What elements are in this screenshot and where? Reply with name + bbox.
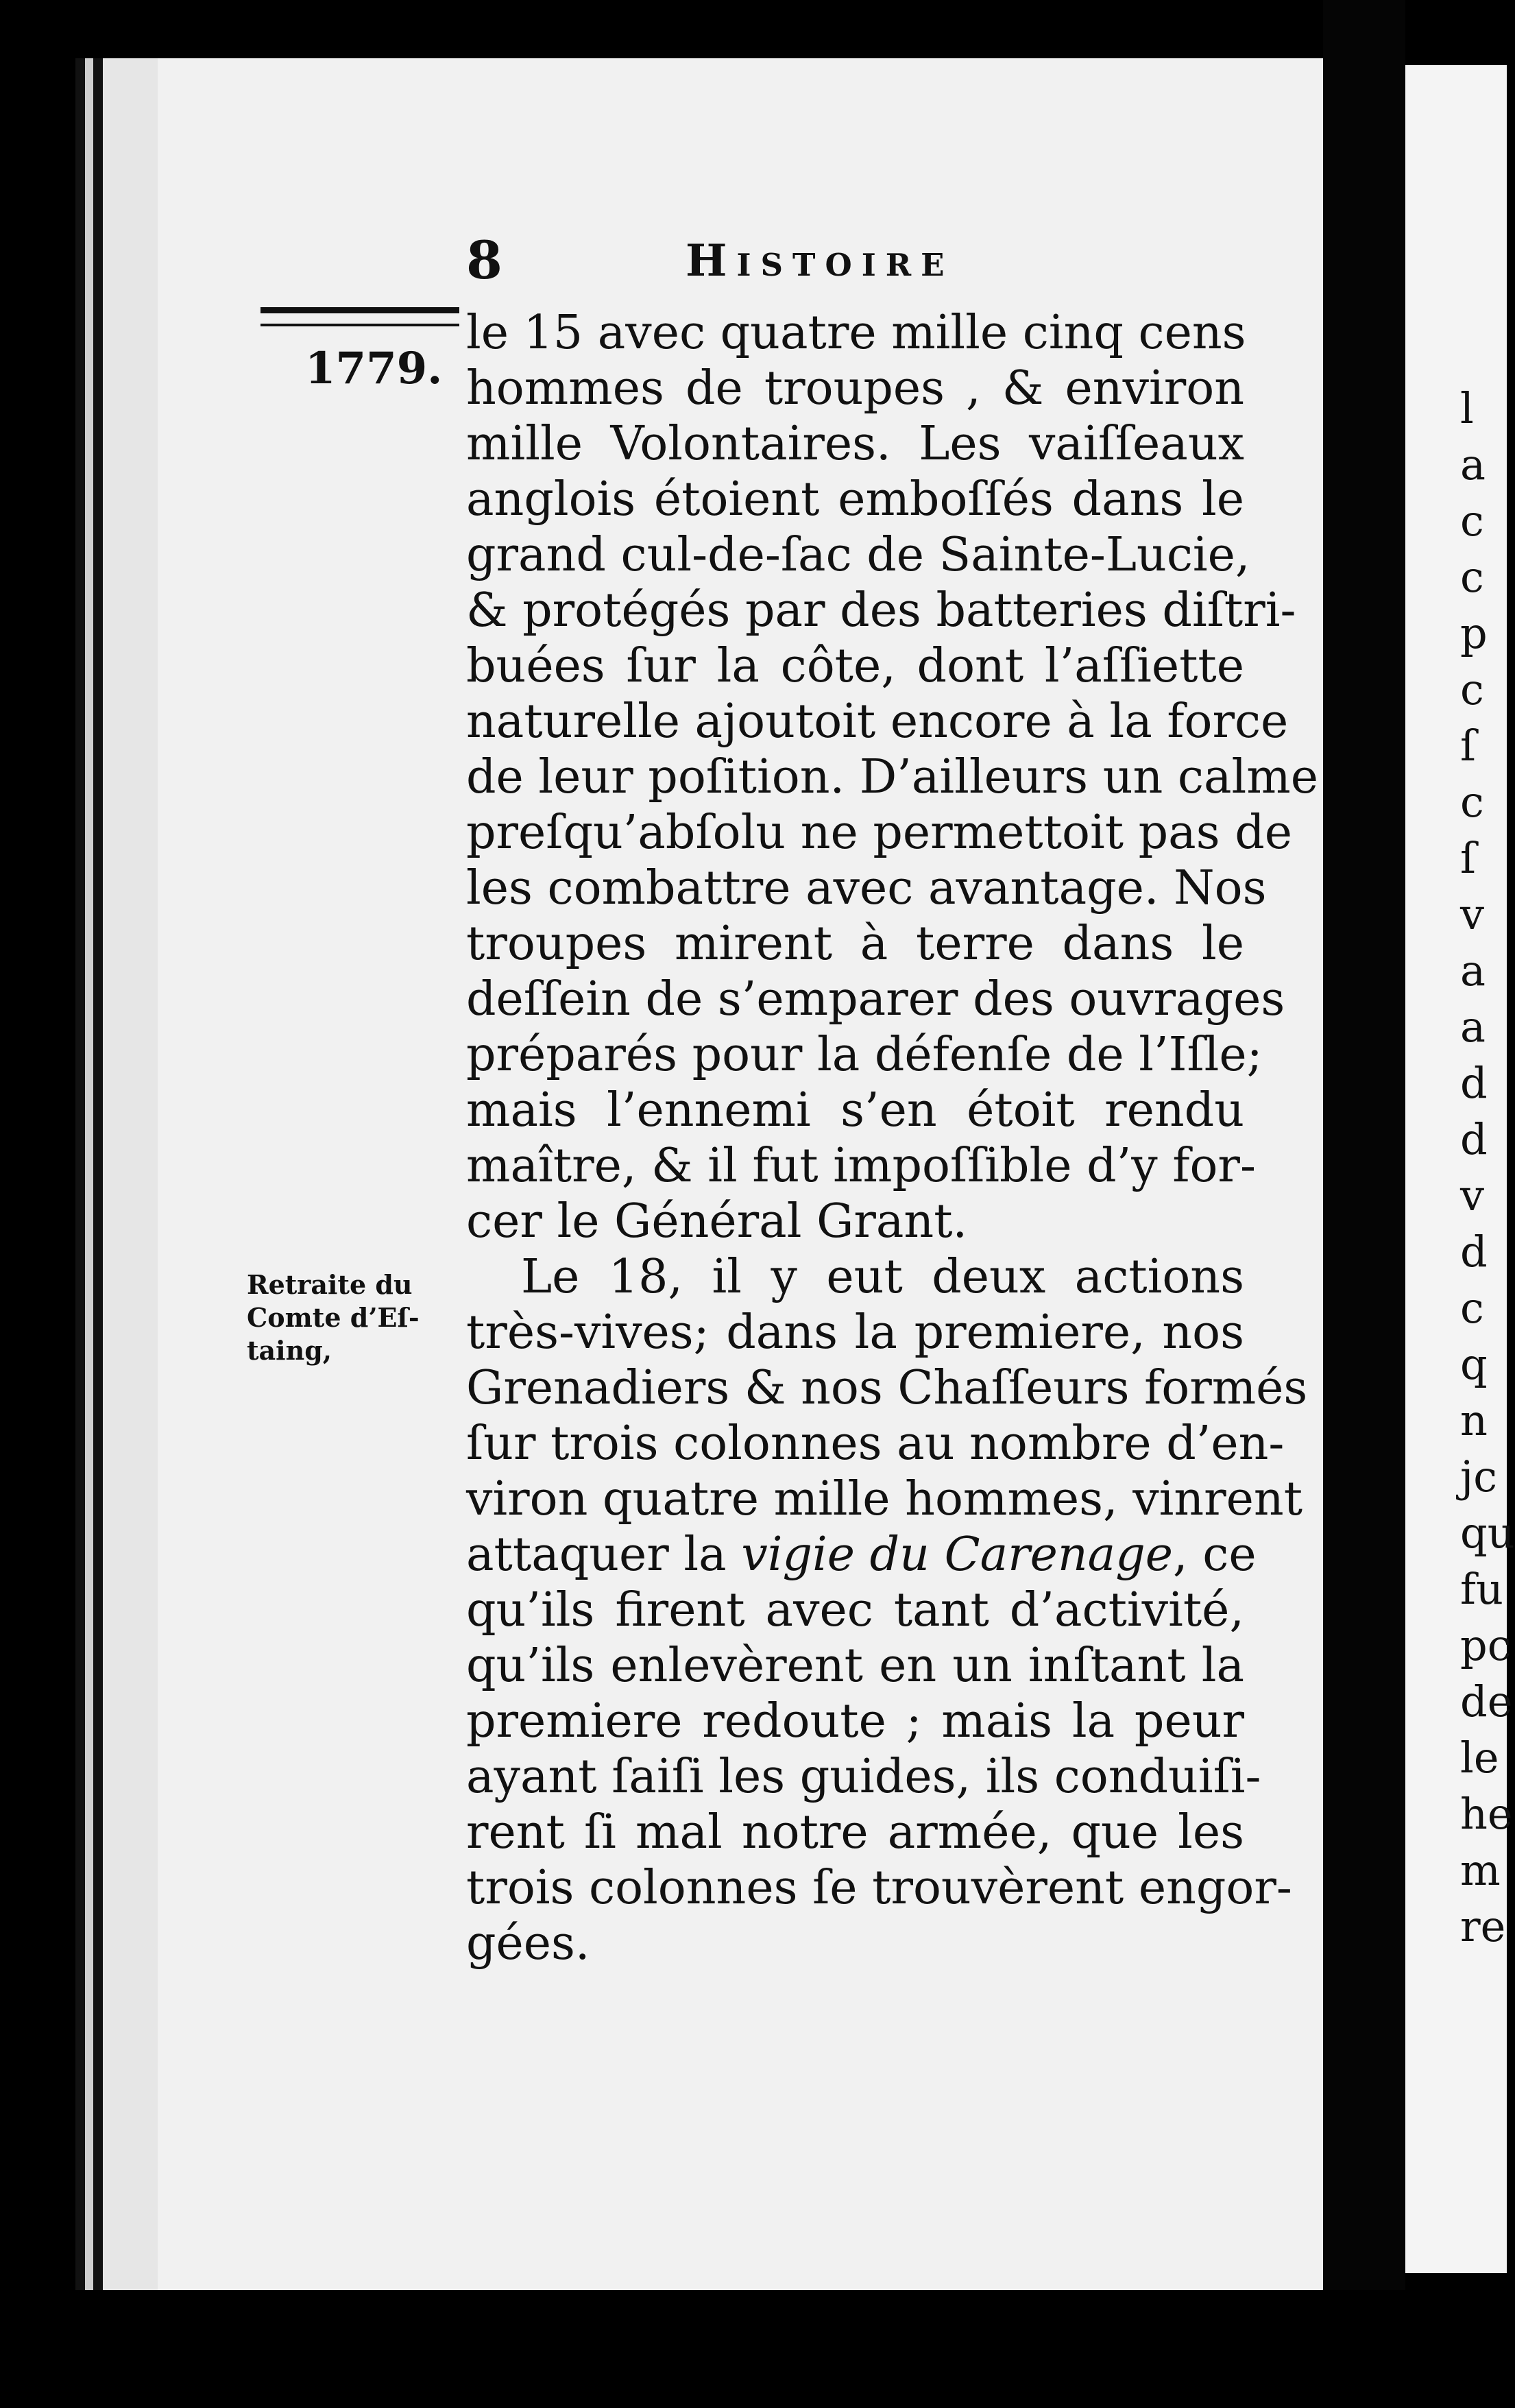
text-line: maître, & il fut impoſſible d’y for- <box>466 1139 1256 1193</box>
facing-page-line: c <box>1460 777 1484 827</box>
facing-page-line: jc <box>1460 1452 1497 1502</box>
sidenote-line: taing, <box>247 1335 332 1366</box>
facing-page-line: fu <box>1460 1564 1503 1614</box>
facing-page-line: v <box>1460 889 1485 939</box>
facing-page-line: m <box>1460 1845 1501 1895</box>
scan-background <box>0 2290 1507 2408</box>
text-line-italic <box>466 1527 1257 1582</box>
facing-page-line: c <box>1460 552 1484 602</box>
book-spine <box>1323 0 1405 2408</box>
text-run: , ce <box>1173 1528 1257 1582</box>
sidenote-line: Comte d’Eſ- <box>247 1302 420 1333</box>
facing-page-line: l <box>1460 383 1474 433</box>
margin-year: 1779. <box>305 343 443 394</box>
facing-page-line: re <box>1460 1901 1506 1951</box>
text-line: gées. <box>466 1916 590 1971</box>
facing-page-line: c <box>1460 1283 1484 1333</box>
text-line: trois colonnes ſe trouvèrent engor- <box>466 1861 1292 1915</box>
facing-page-line: c <box>1460 664 1484 714</box>
facing-page-line: a <box>1460 1002 1486 1052</box>
facing-page-line: d <box>1460 1227 1488 1277</box>
margin-rule <box>260 307 459 326</box>
text-line: de leur poſition. D’ailleurs un calme <box>466 750 1318 804</box>
text-line: buées ſur la côte, dont l’aſſiette <box>466 639 1244 693</box>
text-line: deſſein de s’emparer des ouvrages <box>466 972 1285 1026</box>
facing-page-line: n <box>1460 1395 1488 1445</box>
text-line: & protégés par des batteries diſtri- <box>466 583 1296 638</box>
text-line: premiere redoute ; mais la peur <box>466 1694 1244 1748</box>
facing-page-line: le <box>1460 1733 1499 1783</box>
text-line: qu’ils firent avec tant d’activité, <box>466 1583 1244 1637</box>
text-line: cer le Général Grant. <box>466 1194 968 1249</box>
text-line: Le 18, il y eut deux actions <box>521 1250 1244 1304</box>
text-line: le 15 avec quatre mille cinq cens <box>466 306 1246 360</box>
text-line: Grenadiers & nos Chaſſeurs formés <box>466 1361 1308 1415</box>
text-line: rent ſi mal notre armée, que les <box>466 1805 1244 1859</box>
text-line: ſur trois colonnes au nombre d’en- <box>466 1417 1285 1471</box>
running-head <box>466 230 1255 291</box>
text-line: très-vives; dans la premiere, nos <box>466 1305 1244 1360</box>
text-line: anglois étoient emboſſés dans le <box>466 472 1244 527</box>
facing-page-line: a <box>1460 440 1486 490</box>
margin-sidenote <box>247 1268 452 1367</box>
facing-page-line: d <box>1460 1058 1488 1108</box>
page-number: 8 <box>466 230 502 291</box>
running-title: Histoire <box>686 235 954 287</box>
text-line: naturelle ajoutoit encore à la force <box>466 695 1289 749</box>
page-left-edge <box>75 58 158 2290</box>
italic-place-name: vigie du Carenage <box>741 1528 1173 1582</box>
text-line: les combattre avec avantage. Nos <box>466 861 1267 915</box>
facing-page-line: pc <box>1460 1620 1512 1670</box>
facing-page-line: ſ <box>1460 721 1476 771</box>
facing-page-line: he <box>1460 1789 1513 1839</box>
text-line: ayant ſaiſi les guides, ils conduiſi- <box>466 1750 1261 1804</box>
text-run: attaquer la <box>466 1528 742 1582</box>
facing-page-line: p <box>1460 608 1488 658</box>
text-line: viron quatre mille hommes, vinrent <box>466 1472 1303 1526</box>
text-line: preſqu’abſolu ne permettoit pas de <box>466 806 1293 860</box>
text-line: qu’ils enlevèrent en un inſtant la <box>466 1639 1244 1693</box>
facing-page-line: a <box>1460 946 1486 996</box>
facing-page-line: qu <box>1460 1508 1515 1558</box>
facing-page-line: v <box>1460 1170 1485 1220</box>
facing-page-line: ſ <box>1460 833 1476 883</box>
body-text <box>466 305 1318 1971</box>
text-line: troupes mirent à terre dans le <box>466 917 1244 971</box>
sidenote-line: Retraite du <box>247 1269 413 1300</box>
facing-page-line: d <box>1460 1114 1488 1164</box>
text-line: mille Volontaires. Les vaiſſeaux <box>466 417 1244 471</box>
text-line: mais l’ennemi s’en étoit rendu <box>466 1083 1244 1137</box>
facing-page-line: de <box>1460 1676 1513 1726</box>
facing-page-line: c <box>1460 496 1484 546</box>
text-line: grand cul-de-ſac de Sainte-Lucie, <box>466 528 1250 582</box>
text-line: hommes de troupes , & environ <box>466 361 1244 416</box>
facing-page-line: q <box>1460 1339 1488 1389</box>
text-line: préparés pour la défenſe de l’Iſle; <box>466 1028 1263 1082</box>
facing-page-fragment <box>1405 65 1515 2273</box>
